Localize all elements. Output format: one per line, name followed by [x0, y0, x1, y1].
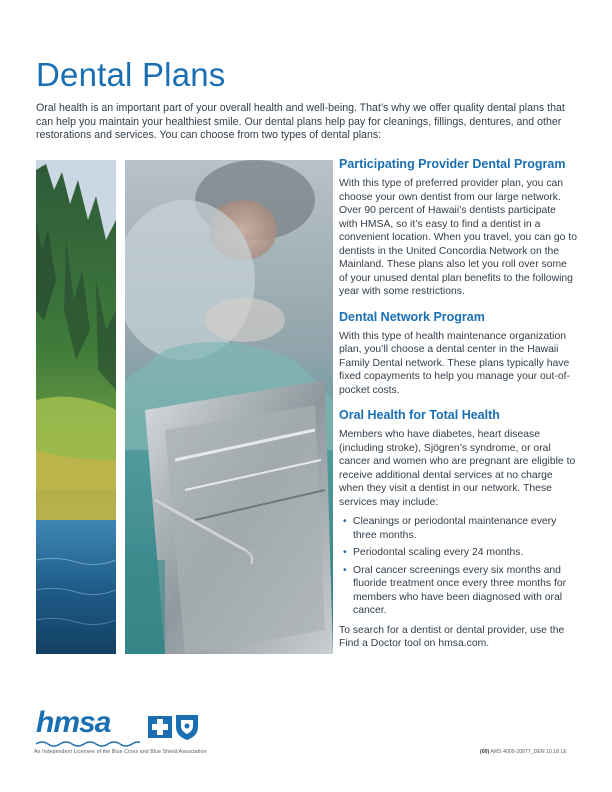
section-dental-network	[339, 310, 577, 398]
list-item: • Cleanings or periodontal maintenance every three months.	[339, 515, 577, 542]
list-item: • Oral cancer screenings every six months and fluoride treatment once every three months for members who have been diagnosed with oral cancer.	[339, 564, 577, 618]
logo-tagline: An Independent Licensee of the Blue Cross and Blue Shield Association	[34, 749, 207, 755]
coastline-photo	[36, 160, 116, 654]
page-title: Dental Plans	[36, 56, 226, 93]
document-code-number: AMS 4000-20877_DEN 10.18 LE	[490, 749, 567, 755]
content-column	[339, 157, 577, 662]
section-oral-health	[339, 408, 577, 651]
intro-paragraph: Oral health is an important part of your overall health and well-being. That’s why we offer quality dental plans that can help you maintain your healthiest smile. Our dental plans help pay for cleanings, fillings, dentures, and other restorations and services. You can choose from two types of dental plans:	[36, 102, 565, 142]
services-list	[339, 515, 577, 618]
list-item: • Periodontal scaling every 24 months.	[339, 546, 577, 560]
section-heading: Dental Network Program	[339, 309, 485, 324]
logo-wordmark: hmsa	[36, 706, 111, 739]
section-heading: Participating Provider Dental Program	[339, 157, 566, 171]
section-body: With this type of health maintenance organization plan, you’ll choose a dental center in the Hawaii Family Dental network. These plans typically have fixed copayments to help you manage your out-of-pocket costs.	[339, 330, 571, 396]
logo-wave-icon	[36, 739, 140, 747]
hmsa-logo	[34, 708, 234, 748]
dentist-photo	[125, 160, 333, 654]
section-body: Members who have diabetes, heart disease (including stroke), Sjögren’s syndrome, or oral cancer and women who are pregnant are eligible to receive additional dental services at no charge when they visit a dentist in our network. These services may include:	[339, 429, 576, 508]
closing-paragraph: To search for a dentist or dental provider, use the Find a Doctor tool on hmsa.com.	[339, 624, 565, 649]
section-participating-provider	[339, 157, 577, 299]
document-code-prefix: (00)	[480, 749, 490, 755]
blue-cross-blue-shield-icon	[146, 710, 202, 740]
section-body: With this type of preferred provider plan, you can choose your own dentist from our large network. Over 90 percent of Hawaii’s dentists participate with HMSA, so it’s easy to find a dentist in a convenient location. When you travel, you can go to dentists in the United Concordia Network on the Mainland. These plans also let you roll over some of your unused dental plan benefits to the following year with some restrictions.	[339, 178, 577, 297]
section-heading: Oral Health for Total Health	[339, 408, 500, 422]
document-code	[480, 749, 567, 755]
